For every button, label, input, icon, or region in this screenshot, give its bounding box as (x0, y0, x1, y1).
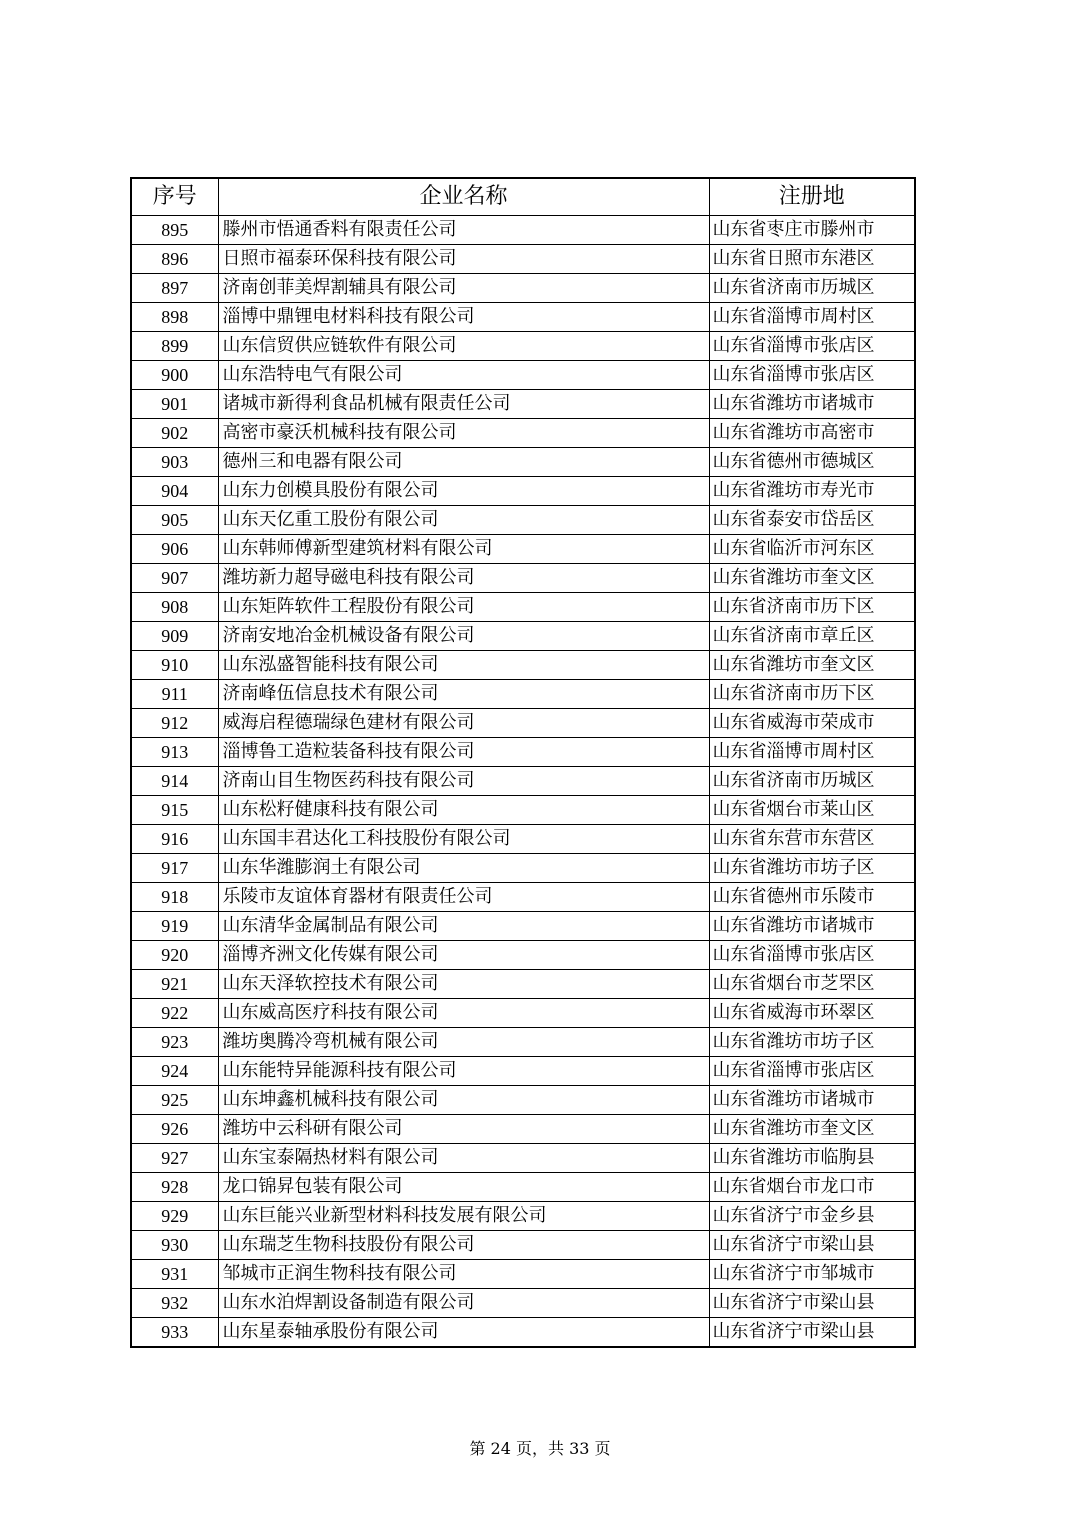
row-registered-location: 山东省淄博市周村区 (709, 738, 915, 767)
row-company-name: 山东矩阵软件工程股份有限公司 (218, 593, 709, 622)
table-row (131, 680, 915, 709)
row-serial-number: 898 (131, 303, 218, 332)
row-company-name: 济南峰伍信息技术有限公司 (218, 680, 709, 709)
table-row (131, 1202, 915, 1231)
table-row (131, 1260, 915, 1289)
table-row (131, 854, 915, 883)
row-company-name: 山东韩师傅新型建筑材料有限公司 (218, 535, 709, 564)
row-serial-number: 917 (131, 854, 218, 883)
table-row (131, 535, 915, 564)
row-registered-location: 山东省淄博市周村区 (709, 303, 915, 332)
row-registered-location: 山东省济宁市梁山县 (709, 1289, 915, 1318)
page-number-footer: 第 24 页，共 33 页 (469, 1439, 611, 1458)
row-serial-number: 900 (131, 361, 218, 390)
row-serial-number: 912 (131, 709, 218, 738)
row-company-name: 济南山目生物医药科技有限公司 (218, 767, 709, 796)
row-registered-location: 山东省临沂市河东区 (709, 535, 915, 564)
row-company-name: 潍坊新力超导磁电科技有限公司 (218, 564, 709, 593)
row-company-name: 日照市福泰环保科技有限公司 (218, 245, 709, 274)
row-serial-number: 925 (131, 1086, 218, 1115)
row-registered-location: 山东省济宁市梁山县 (709, 1231, 915, 1260)
table-row (131, 564, 915, 593)
row-registered-location: 山东省威海市荣成市 (709, 709, 915, 738)
row-company-name: 山东松籽健康科技有限公司 (218, 796, 709, 825)
row-serial-number: 899 (131, 332, 218, 361)
row-registered-location: 山东省潍坊市坊子区 (709, 1028, 915, 1057)
row-registered-location: 山东省日照市东港区 (709, 245, 915, 274)
row-company-name: 淄博中鼎锂电材料科技有限公司 (218, 303, 709, 332)
enterprise-list-table (130, 177, 916, 1348)
row-company-name: 山东坤鑫机械科技有限公司 (218, 1086, 709, 1115)
table-row (131, 970, 915, 999)
table-row (131, 506, 915, 535)
row-serial-number: 905 (131, 506, 218, 535)
row-registered-location: 山东省淄博市张店区 (709, 1057, 915, 1086)
row-registered-location: 山东省济南市历下区 (709, 680, 915, 709)
row-serial-number: 920 (131, 941, 218, 970)
row-company-name: 淄博齐洲文化传媒有限公司 (218, 941, 709, 970)
table-row (131, 419, 915, 448)
row-serial-number: 904 (131, 477, 218, 506)
table-row (131, 274, 915, 303)
row-company-name: 山东力创模具股份有限公司 (218, 477, 709, 506)
row-registered-location: 山东省潍坊市诸城市 (709, 1086, 915, 1115)
row-company-name: 山东宝泰隔热材料有限公司 (218, 1144, 709, 1173)
row-serial-number: 902 (131, 419, 218, 448)
row-company-name: 山东巨能兴业新型材料科技发展有限公司 (218, 1202, 709, 1231)
table-row (131, 1057, 915, 1086)
row-serial-number: 930 (131, 1231, 218, 1260)
row-serial-number: 916 (131, 825, 218, 854)
row-registered-location: 山东省淄博市张店区 (709, 332, 915, 361)
row-company-name: 高密市豪沃机械科技有限公司 (218, 419, 709, 448)
row-registered-location: 山东省济宁市梁山县 (709, 1318, 915, 1348)
row-company-name: 山东星泰轴承股份有限公司 (218, 1318, 709, 1348)
row-serial-number: 932 (131, 1289, 218, 1318)
row-registered-location: 山东省淄博市张店区 (709, 361, 915, 390)
row-company-name: 山东天亿重工股份有限公司 (218, 506, 709, 535)
row-serial-number: 927 (131, 1144, 218, 1173)
row-registered-location: 山东省德州市德城区 (709, 448, 915, 477)
row-company-name: 山东华潍膨润土有限公司 (218, 854, 709, 883)
row-company-name: 滕州市悟通香料有限责任公司 (218, 216, 709, 245)
row-company-name: 山东泓盛智能科技有限公司 (218, 651, 709, 680)
row-registered-location: 山东省德州市乐陵市 (709, 883, 915, 912)
table-row (131, 245, 915, 274)
row-company-name: 山东国丰君达化工科技股份有限公司 (218, 825, 709, 854)
row-serial-number: 914 (131, 767, 218, 796)
table-body (131, 216, 915, 1348)
table-row (131, 1115, 915, 1144)
table-row (131, 1144, 915, 1173)
row-serial-number: 913 (131, 738, 218, 767)
row-company-name: 乐陵市友谊体育器材有限责任公司 (218, 883, 709, 912)
row-serial-number: 908 (131, 593, 218, 622)
row-registered-location: 山东省济南市历下区 (709, 593, 915, 622)
table-row (131, 651, 915, 680)
row-registered-location: 山东省潍坊市奎文区 (709, 1115, 915, 1144)
row-registered-location: 山东省潍坊市高密市 (709, 419, 915, 448)
table-row (131, 1318, 915, 1348)
row-serial-number: 896 (131, 245, 218, 274)
row-serial-number: 918 (131, 883, 218, 912)
row-company-name: 德州三和电器有限公司 (218, 448, 709, 477)
row-serial-number: 895 (131, 216, 218, 245)
row-registered-location: 山东省潍坊市诸城市 (709, 390, 915, 419)
row-company-name: 诸城市新得利食品机械有限责任公司 (218, 390, 709, 419)
row-company-name: 山东水泊焊割设备制造有限公司 (218, 1289, 709, 1318)
row-company-name: 潍坊中云科研有限公司 (218, 1115, 709, 1144)
row-company-name: 山东浩特电气有限公司 (218, 361, 709, 390)
row-registered-location: 山东省潍坊市奎文区 (709, 564, 915, 593)
row-company-name: 龙口锦昇包装有限公司 (218, 1173, 709, 1202)
table-row (131, 216, 915, 245)
row-serial-number: 897 (131, 274, 218, 303)
table-row (131, 883, 915, 912)
table-row (131, 1231, 915, 1260)
table-row (131, 303, 915, 332)
row-company-name: 威海启程德瑞绿色建材有限公司 (218, 709, 709, 738)
table-row (131, 709, 915, 738)
row-serial-number: 910 (131, 651, 218, 680)
row-registered-location: 山东省淄博市张店区 (709, 941, 915, 970)
table-row (131, 825, 915, 854)
table-row (131, 477, 915, 506)
row-company-name: 山东威高医疗科技有限公司 (218, 999, 709, 1028)
row-registered-location: 山东省东营市东营区 (709, 825, 915, 854)
row-registered-location: 山东省济南市历城区 (709, 274, 915, 303)
row-registered-location: 山东省烟台市莱山区 (709, 796, 915, 825)
table-row (131, 1028, 915, 1057)
header-registered-location: 注册地 (709, 178, 915, 216)
row-company-name: 山东信贸供应链软件有限公司 (218, 332, 709, 361)
row-serial-number: 924 (131, 1057, 218, 1086)
row-serial-number: 923 (131, 1028, 218, 1057)
row-registered-location: 山东省潍坊市坊子区 (709, 854, 915, 883)
enterprise-list-table-container (130, 177, 914, 1348)
row-company-name: 山东天泽软控技术有限公司 (218, 970, 709, 999)
row-company-name: 山东瑞芝生物科技股份有限公司 (218, 1231, 709, 1260)
row-company-name: 淄博鲁工造粒装备科技有限公司 (218, 738, 709, 767)
row-company-name: 山东能特异能源科技有限公司 (218, 1057, 709, 1086)
table-row (131, 999, 915, 1028)
row-serial-number: 931 (131, 1260, 218, 1289)
table-row (131, 1289, 915, 1318)
header-company-name: 企业名称 (218, 178, 709, 216)
row-serial-number: 907 (131, 564, 218, 593)
row-registered-location: 山东省泰安市岱岳区 (709, 506, 915, 535)
header-serial-number: 序号 (131, 178, 218, 216)
row-registered-location: 山东省潍坊市寿光市 (709, 477, 915, 506)
row-registered-location: 山东省烟台市龙口市 (709, 1173, 915, 1202)
table-row (131, 796, 915, 825)
table-header-row (131, 178, 915, 216)
row-company-name: 山东清华金属制品有限公司 (218, 912, 709, 941)
row-company-name: 济南安地冶金机械设备有限公司 (218, 622, 709, 651)
row-registered-location: 山东省济南市历城区 (709, 767, 915, 796)
table-row (131, 767, 915, 796)
row-registered-location: 山东省济宁市邹城市 (709, 1260, 915, 1289)
row-registered-location: 山东省济宁市金乡县 (709, 1202, 915, 1231)
row-registered-location: 山东省济南市章丘区 (709, 622, 915, 651)
table-row (131, 593, 915, 622)
row-serial-number: 922 (131, 999, 218, 1028)
row-serial-number: 915 (131, 796, 218, 825)
row-serial-number: 933 (131, 1318, 218, 1348)
row-serial-number: 909 (131, 622, 218, 651)
row-registered-location: 山东省潍坊市奎文区 (709, 651, 915, 680)
row-serial-number: 901 (131, 390, 218, 419)
row-serial-number: 919 (131, 912, 218, 941)
row-serial-number: 903 (131, 448, 218, 477)
table-row (131, 738, 915, 767)
table-row (131, 448, 915, 477)
table-row (131, 332, 915, 361)
row-serial-number: 926 (131, 1115, 218, 1144)
row-company-name: 潍坊奥腾冷弯机械有限公司 (218, 1028, 709, 1057)
row-registered-location: 山东省烟台市芝罘区 (709, 970, 915, 999)
row-serial-number: 929 (131, 1202, 218, 1231)
table-row (131, 912, 915, 941)
table-row (131, 622, 915, 651)
table-row (131, 941, 915, 970)
row-company-name: 济南创菲美焊割辅具有限公司 (218, 274, 709, 303)
table-row (131, 1086, 915, 1115)
row-registered-location: 山东省潍坊市临朐县 (709, 1144, 915, 1173)
row-registered-location: 山东省潍坊市诸城市 (709, 912, 915, 941)
table-row (131, 361, 915, 390)
row-serial-number: 921 (131, 970, 218, 999)
row-serial-number: 911 (131, 680, 218, 709)
row-registered-location: 山东省枣庄市滕州市 (709, 216, 915, 245)
row-registered-location: 山东省威海市环翠区 (709, 999, 915, 1028)
row-serial-number: 906 (131, 535, 218, 564)
table-row (131, 1173, 915, 1202)
row-company-name: 邹城市正润生物科技有限公司 (218, 1260, 709, 1289)
row-serial-number: 928 (131, 1173, 218, 1202)
table-row (131, 390, 915, 419)
